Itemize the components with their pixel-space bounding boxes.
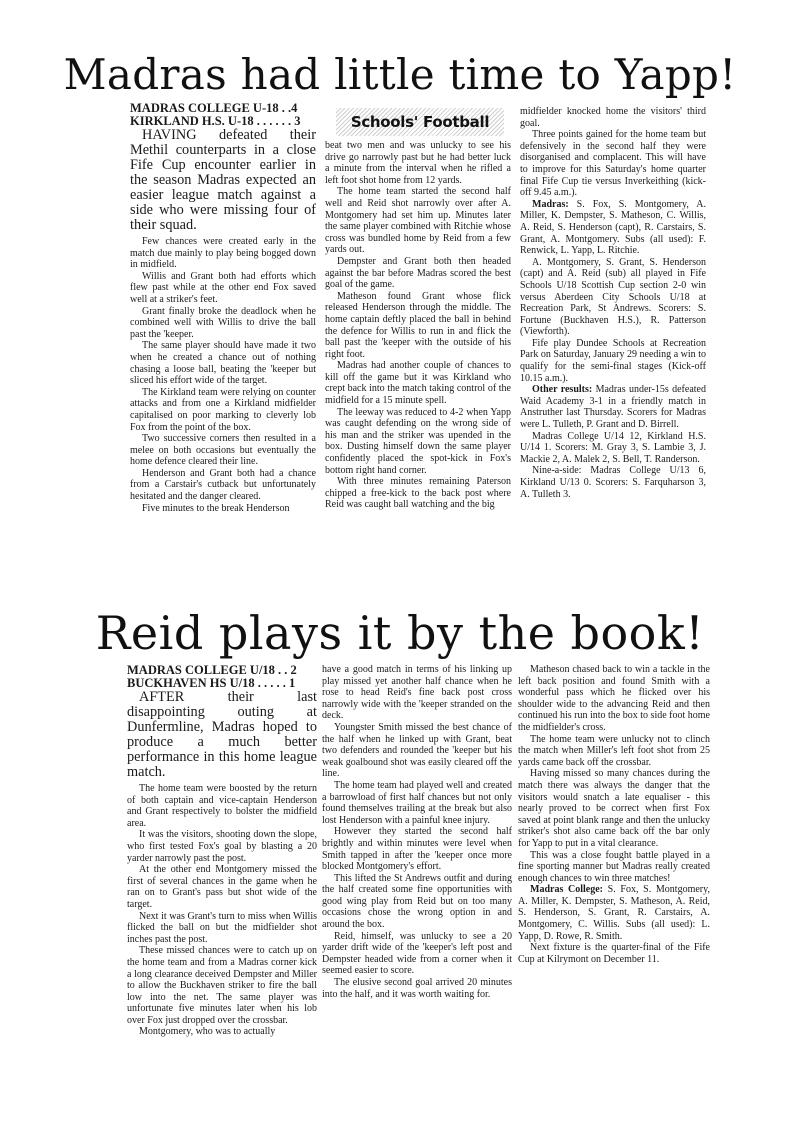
result-line-away: KIRKLAND H.S. U-18 . . . . . . 3 [130,114,301,128]
article1-paragraph: Henderson and Grant both had a chance from a Carstair's cutback but unfortunately hesitated and the danger cleared. [130,467,316,503]
banner-label: Schools' Football [350,113,490,131]
article1-paragraph: Other results: Madras under-15s defeated Waid Academy 3-1 in a friendly match in Anstruther last Thursday. Scorers for Madras were L. Tulleth, P. Grant and D. Birrell. [520,384,706,431]
lineup-label: Madras College: [530,884,603,896]
article1-paragraph: Nine-a-side: Madras College U/13 6, Kirkland U/13 0. Scorers: S. Farquharson 3, A. Tulleth 3. [520,465,706,500]
article1-paragraph: Madras had another couple of chances to kill off the game but it was Kirkland who crept back into the match taking control of the midfield for a 15 minute spell. [325,360,511,407]
article1-paragraph: Madras College U/14 12, Kirkland H.S. U/14 1. Scorers: M. Gray 3, S. Lambie 3, J. Mackie 2, A. Malek 2, S. Bell, T. Randerson. [520,430,706,465]
article1-paragraph: Madras: S. Fox, S. Montgomery, A. Miller, K. Dempster, S. Matheson, C. Willis, A. Reid, S. Henderson (capt), R. Carstairs, S. Grant, A. Montgomery. Subs (all used): F. Renwick, L. Yapp, L. Ritchie. [520,198,706,257]
article2-paragraph: These missed chances were to catch up on the home team and from a Madras corner kick a long clearance deceived Dempster and Miller to allow the Buckhaven striker to fire the ball low into the net. The same player was unfortunate five minutes later when his lob over Fox just dropped over the crossbar. [127,945,317,1026]
article2-paragraph: The home team were boosted by the return of both captain and vice-captain Henderson and Grant respectively to bolster the midfield area. [127,783,317,829]
lineup-label: Madras: [532,198,569,210]
article1-column-3 [520,106,706,500]
article1-paragraph: midfielder knocked home the visitors' third goal. [520,106,706,129]
article1-paragraph: beat two men and was unlucky to see his drive go narrowly past but he had better luck a minute from the interval when he rifled a left foot shot home from 12 yards. [325,140,511,186]
result-line-home: MADRAS COLLEGE U-18 . .4 [130,101,298,115]
article2-paragraph: Madras College: S. Fox, S. Montgomery, A. Miller, K. Dempster, S. Matheson, A. Reid, S. Henderson, S. Grant, R. Carstairs, A. Montgomery, C. Willis. Subs (all used): L. Yapp, D. Rowe, R. Smith. [518,884,710,942]
article2-paragraph: At the other end Montgomery missed the first of several chances in the game when he ran on to Grant's pass but shot wide of the target. [127,864,317,910]
article1-paragraph: A. Montgomery, S. Grant, S. Henderson (capt) and A. Reid (sub) all played in Fife Schools U/18 Scottish Cup section 2-0 win versus Aberdeen City Schools U/18 at Recreation Park, St Andrews. Scorers: S. Fortune (Buckhaven H.S.), R. Patterson (Viewforth). [520,256,706,338]
article2-paragraph: AFTER their last disappointing outing at Dunfermline, Madras hoped to produce a much better performance in this home league match. [127,689,317,780]
article2-paragraph: The home team had played well and created a barrowload of first half chances but not only found themselves trailing at the break but also lost Henderson with a painful knee injury. [322,779,512,826]
article1-paragraph: The Kirkland team were relying on counter attacks and from one a Kirkland midfielder capitalised on poor marking to cleverly lob Fox from the point of the box. [130,386,316,433]
article1-paragraph: The home team started the second half well and Reid shot narrowly over after A. Montgomery had set him up. Minutes later the same player combined with Ritchie whose cross was bundled home by Reid from a few yards out. [325,186,511,256]
article2-paragraph: Having missed so many chances during the match there was always the danger that the visitors would snatch a late equaliser - this nearly proved to be correct when first Fox saved at point blank range and then the unlucky striker's shot also came back off the bar only for Yapp to put in a vital clearance. [518,768,710,849]
article2-paragraph: Matheson chased back to win a tackle in the left back position and found Smith with a wonderful pass which he flicked over his shoulder wide to the advancing Reid and then continued his run into the box to side foot home the midfielder's cross. [518,664,710,733]
article1-paragraph: Willis and Grant both had efforts which flew past while at the other end Fox saved well at a striker's feet. [130,270,316,305]
article2-column-2 [322,664,512,1050]
article2-column-3 [518,664,710,1050]
article1-paragraph: Two successive corners then resulted in a melee on both occasions but eventually the home defence cleared their line. [130,433,316,468]
article2-paragraph: Next it was Grant's turn to miss when Willis flicked the ball on but the midfielder shot inches past the post. [127,910,317,945]
article2-paragraph: It was the visitors, shooting down the slope, who first tested Fox's goal by blasting a 20 yarder narrowly past the post. [127,829,317,864]
result-line-away: BUCKHAVEN HS U/18 . . . . . 1 [127,676,296,690]
result-line-home: MADRAS COLLEGE U/18 . . 2 [127,663,297,677]
article2-paragraph: This lifted the St Andrews outfit and during the half created some fine opportunities with good wing play from Reid but on too many occasions chose the wrong option in and around the box. [322,872,512,931]
article1-paragraph: Fife play Dundee Schools at Recreation Park on Saturday, January 29 needing a win to qualify for the semi-final stages (Kick-off 10.15 a.m.). [520,337,706,384]
article2-paragraph: The elusive second goal arrived 20 minutes into the half, and it was worth waiting for. [322,977,512,1000]
article2-paragraph: have a good match in terms of his linking up play missed yet another half chance when he rose to head Reid's fine back post cross narrowly wide with the 'keeper stranded on the deck. [322,664,512,722]
headline-reid-book: Reid plays it by the book! [95,606,705,660]
article1-result [130,102,316,128]
article2-paragraph: However they started the second half brightly and within minutes were level when Smith tapped in after the 'keeper once more blocked Montgomery's effort. [322,826,512,873]
article2-paragraph: The home team were unlucky not to clinch the match when Miller's left foot shot from 25 yards came back off the crossbar. [518,733,710,768]
article2-paragraph: Reid, himself, was unlucky to see a 20 yarder drift wide of the 'keeper's left post and Dempster headed wide from a corner when it seemed easier to score. [322,930,512,977]
article1-paragraph: Three points gained for the home team but defensively in the second half they were disorganised and complacent. This will have to improve for this Saturday's home quarter final Fife Cup tie versus Inverkeithing (kick-off 9.45 a.m.). [520,129,706,199]
article1-paragraph: The leeway was reduced to 4-2 when Yapp was caught defending on the wrong side of his man and the striker was upended in the box. Dusting himself down the same player confidently placed the spot-kick in Fox's bottom right hand corner. [325,406,511,476]
lineup-label: Other results: [532,384,593,396]
article2-paragraph: Montgomery, who was to actually [139,1026,276,1038]
article2-result [127,664,317,690]
article2-paragraph: Next fixture is the quarter-final of the Fife Cup at Kilrymont on December 11. [518,942,710,965]
article1-paragraph: Dempster and Grant both then headed against the bar before Madras scored the best goal of the game. [325,255,511,291]
headline-madras-yapp: Madras had little time to Yapp! [63,50,737,99]
article1-paragraph: Grant finally broke the deadlock when he combined well with Willis to drive the ball past the 'keeper. [130,305,316,340]
article2-column-1 [127,664,317,1050]
article1-paragraph: With three minutes remaining Paterson chipped a free-kick to the back post where Reid was caught ball watching and the big [325,476,511,511]
article1-paragraph: Few chances were created early in the match due mainly to play being bogged down in midfield. [130,236,316,271]
article1-column-2 [325,140,511,511]
article1-paragraph: HAVING defeated their Methil counterparts in a close Fife Cup encounter earlier in the season Madras expected an easier league match against a side who were missing four of their squad. [130,127,316,233]
schools-football-banner [336,108,504,136]
article1-paragraph: The same player should have made it two when he created a chance out of nothing chasing a loose ball, beating the 'keeper but sliced his effort wide of the target. [130,340,316,387]
article1-paragraph: Matheson found Grant whose flick released Henderson through the middle. The home captain deftly placed the ball in behind the defence for Willis to run in and flick the ball past the 'keeper with the outside of his right foot. [325,290,511,360]
article2-paragraph: Youngster Smith missed the best chance of the half when he linked up with Grant, beat two defenders and rounded the 'keeper but his weak goalbound shot was easily cleared off the line. [322,721,512,780]
article1-paragraph: Five minutes to the break Henderson [142,502,290,514]
article2-paragraph: This was a close fought battle played in a fine sporting manner but Madras really created enough chances to win three matches! [518,849,710,884]
article1-column-1 [130,101,316,514]
